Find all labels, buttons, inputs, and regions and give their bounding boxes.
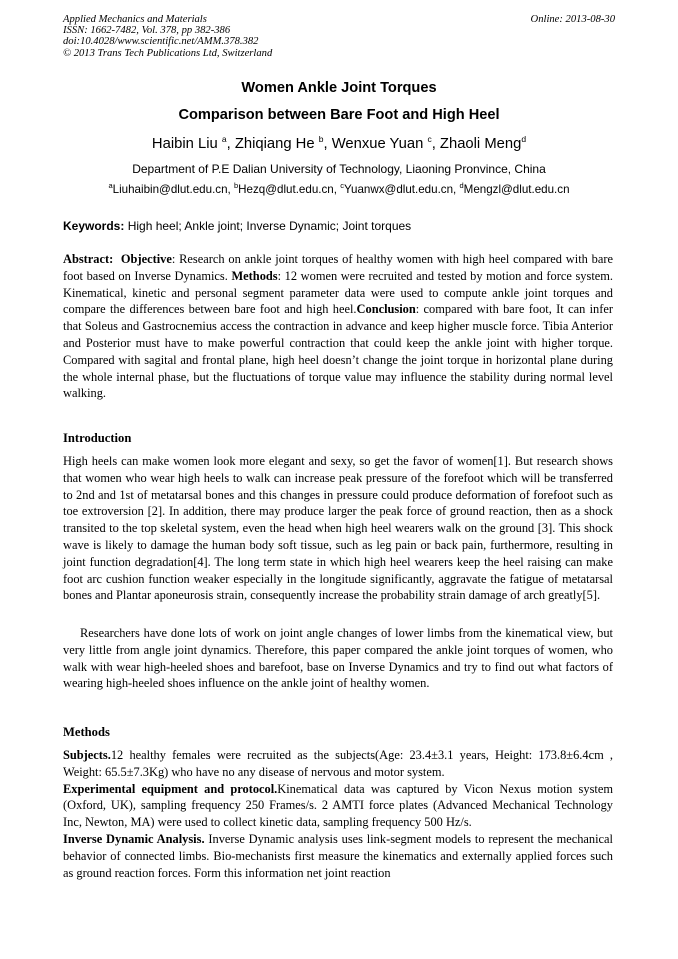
methods-heading: Methods [63, 725, 110, 739]
online-date: Online: 2013-08-30 [530, 14, 615, 25]
abstract-label: Abstract: [63, 252, 114, 266]
author-affiliation-mark: a [221, 134, 227, 145]
methods-inverse-label: Inverse Dynamic Analysis. [63, 831, 205, 846]
abstract-objective-label: Objective [120, 252, 172, 266]
introduction-heading: Introduction [63, 431, 132, 445]
keywords [63, 219, 615, 233]
email-mark: c [340, 181, 344, 191]
abstract-conclusion-text: : compared with bare foot, It can infer that Soleus and Gastrocnemius access the contraction in advance and keep higher muscle force. Tibia Anterior and Posterior must have to make powerful contraction that could keep the ankle joint with higher torque. Compared with sagital and frontal plane, high heel doesn’t change the joint torque in horizontal plane during the whole internal phase, but the fluctuations of torque value may influence the stability during normal level walking. [63, 302, 613, 401]
abstract-methods-text: : 12 women were recruited and tested by motion and force system. Kinematical, kinetic and personal segment parameter data were used to compute ankle joint torques and compare the differences between bare foot and high heel. [63, 268, 613, 317]
author-affiliation-mark: d [521, 134, 527, 145]
author-emails [63, 183, 615, 196]
introduction-paragraph-1: High heels can make women look more elegant and sexy, so get the favor of women[1]. But research shows that women who wear high heels to walk can increase peak pressure of the forefoot which will be transferred to 2nd and 1st of metatarsal bones and this changes in pressure could produce deformation of forefoot such as toe extroversion [2]. In addition, there may produce larger the peak force of ground reaction, then as a shock transited to the top skeletal system, even the head when high heel wearers walk on the ground [3]. This shock wave is likely to damage the human body soft tissue, such as leg pain or back pain, furthermore, resulting in joint function degradation[4]. The long term state in which high heel wearers keep the heel raising can make foot arc cushion function weaker especially in the longitude significantly, aggravate the fatigue of metatarsal bones and Plantar aponeurosis strain, consequently increase the probability strain damage of arch greatly[5]. [63, 454, 613, 603]
author-name: Wenxue Yuan [331, 136, 424, 152]
email-address: Hezq@dlut.edu.cn, [238, 183, 341, 196]
journal-doi: doi:10.4028/www.scientific.net/AMM.378.382 [63, 36, 259, 48]
keywords-text: High heel; Ankle joint; Inverse Dynamic; Joint torques [124, 219, 412, 233]
abstract-objective-text: : Research on ankle joint torques of healthy women with high heel compared with bare foot based on Inverse Dynamics. [63, 252, 613, 283]
methods-equipment-label: Experimental equipment and protocol. [63, 781, 278, 796]
author-list [63, 136, 615, 152]
email-mark: a [108, 181, 113, 191]
journal-copyright: © 2013 Trans Tech Publications Ltd, Switzerland [63, 47, 273, 59]
abstract [63, 251, 613, 402]
abstract-methods-label: Methods [231, 268, 278, 283]
methods-section [63, 747, 613, 881]
methods-subjects-paragraph [63, 747, 613, 781]
email-mark: d [459, 181, 464, 191]
methods-inverse-paragraph [63, 831, 613, 881]
author-name: Haibin Liu [151, 136, 218, 152]
methods-equipment-text: Kinematical data was captured by Vicon Nexus motion system (Oxford, UK), sampling frequency 250 Frames/s. 2 AMTI force plates (Advanced Mechanical Technology Inc, Newton, MA) were used to collect kinetic data, sampling frequency 500 Hz/s. [63, 781, 613, 830]
author-separator: , [226, 136, 235, 152]
methods-subjects-text: 12 healthy females were recruited as the subjects(Age: 23.4±3.1 years, Height: 173.8±6.4cm , Weight: 65.5±7.3Kg) who have no any disease of nervous and motor system. [63, 748, 613, 779]
email-address: Mengzl@dlut.edu.cn [463, 183, 570, 196]
affiliation: Department of P.E Dalian University of Technology, Liaoning Pronvince, China [132, 162, 546, 176]
paper-title-line-2: Comparison between Bare Foot and High Heel [178, 107, 500, 123]
email-address: Liuhaibin@dlut.edu.cn, [112, 183, 234, 196]
email-mark: b [234, 181, 239, 191]
methods-inverse-text: Inverse Dynamic analysis uses link-segment models to represent the mechanical behavior of connected limbs. Bio-mechanists first measure the kinematics and externally applied forces such as ground reaction forces. Form this information net joint reaction [63, 831, 613, 880]
author-name: Zhiqiang He [234, 136, 315, 152]
journal-name: Applied Mechanics and Materials [63, 14, 207, 25]
methods-subjects-label: Subjects. [63, 748, 111, 762]
journal-header [63, 14, 615, 59]
author-affiliation-mark: c [427, 134, 432, 145]
keywords-label: Keywords: [63, 219, 125, 233]
author-affiliation-mark: b [318, 134, 324, 145]
email-address: Yuanwx@dlut.edu.cn, [343, 183, 460, 196]
paper-title-line-1: Women Ankle Joint Torques [241, 80, 437, 96]
journal-issn: ISSN: 1662-7482, Vol. 378, pp 382-386 [63, 25, 231, 37]
introduction-paragraph-2: Researchers have done lots of work on joint angle changes of lower limbs from the kinematical view, but very little from angle joint dynamics. Therefore, this paper compared the ankle joint torques of women, who walk with wear high-heeled shoes and barefoot, base on Inverse Dynamics and try to find out what factors of wearing high-heeled shoes influence on the ankle joint of healthy women. [63, 626, 613, 691]
author-separator: , [431, 136, 440, 152]
author-name: Zhaoli Meng [439, 136, 522, 152]
author-separator: , [323, 136, 332, 152]
methods-equipment-paragraph [63, 781, 613, 831]
abstract-conclusion-label: Conclusion [356, 302, 416, 317]
